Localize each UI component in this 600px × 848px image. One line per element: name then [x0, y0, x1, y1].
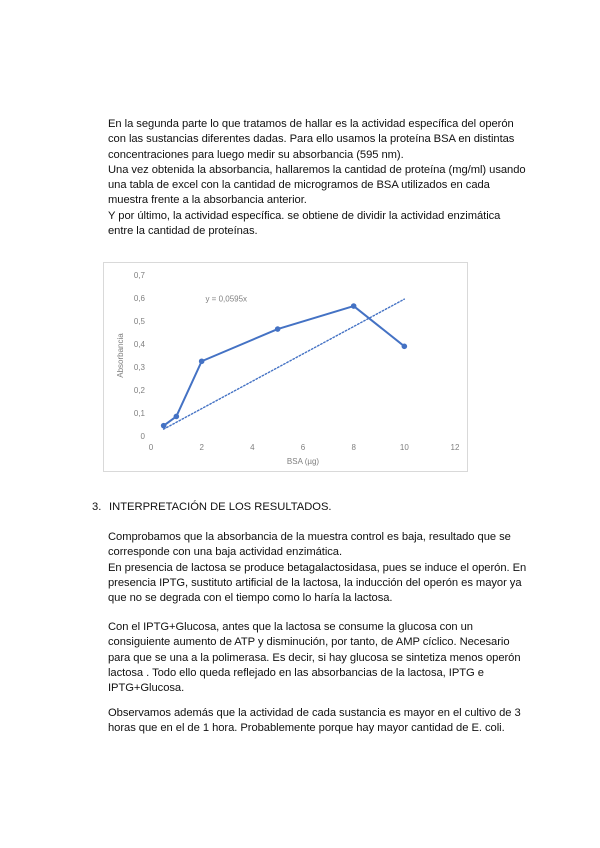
trendline-equation: y = 0,0595x [205, 294, 248, 304]
data-point [402, 344, 408, 350]
text-line: lactosa . Todo ello queda reflejado en las absorbancias de la lactosa, IPTG e [108, 666, 484, 679]
text-line: horas que en el de 1 hora. Probablemente porque hay mayor cantidad de E. coli. [108, 722, 505, 735]
text-line: Con el IPTG+Glucosa, antes que la lactosa se consume la glucosa con un [108, 621, 473, 633]
y-tick-label: 0,2 [133, 386, 145, 395]
text-line: En la segunda parte lo que tratamos de hallar es la actividad específica del operón [108, 118, 514, 130]
y-tick-label: 0,5 [133, 317, 145, 326]
section-number: 3. [92, 501, 102, 513]
section-heading [92, 501, 332, 513]
x-tick-label: 0 [148, 443, 154, 452]
text-line: Y por último, la actividad específica. se obtiene de dividir la actividad enzimática [108, 209, 501, 222]
interpretation-paragraph [108, 530, 548, 606]
text-line: Observamos además que la actividad de cada sustancia es mayor en el cultivo de 3 [108, 707, 521, 719]
x-tick-label: 6 [300, 443, 306, 452]
y-tick-label: 0,6 [133, 294, 145, 303]
interpretation-paragraph [108, 706, 548, 737]
x-tick-label: 2 [199, 443, 204, 452]
text-line: IPTG+Glucosa. [108, 682, 185, 695]
y-tick-label: 0,3 [133, 363, 145, 372]
data-point [199, 358, 205, 364]
interpretation-paragraph [108, 620, 548, 696]
x-axis-label: BSA (µg) [286, 457, 320, 466]
bsa-absorbance-chart [104, 263, 467, 471]
text-line: que no se degrada con el tiempo como lo haría la lactosa. [108, 592, 393, 605]
x-tick-label: 8 [351, 443, 356, 452]
text-line: presencia IPTG, sustituto artificial de la lactosa, la inducción del operón es mayor ya [108, 576, 522, 589]
y-axis-label: Absorbancia [116, 333, 125, 378]
x-tick-label: 4 [250, 443, 255, 452]
y-tick-label: 0,1 [133, 409, 145, 418]
y-tick-label: 0 [140, 432, 145, 441]
data-point [174, 414, 180, 420]
data-point [275, 326, 281, 332]
text-line: En presencia de lactosa se produce betagalactosidasa, pues se induce el operón. En [108, 561, 527, 574]
data-point [351, 303, 357, 309]
text-line: una tabla de excel con la cantidad de microgramos de BSA utilizados en cada [108, 179, 490, 192]
text-line: consiguiente aumento de ATP y disminución, por tanto, de AMP cíclico. Necesario [108, 636, 510, 649]
y-tick-label: 0,4 [133, 340, 145, 349]
text-line: corresponde con una baja actividad enzimática. [108, 546, 343, 559]
chart-container [103, 262, 468, 472]
y-tick-label: 0,7 [133, 271, 145, 280]
text-line: concentraciones para luego medir su absorbancia (595 nm). [108, 148, 404, 161]
text-line: muestra frente a la absorbancia anterior. [108, 194, 307, 207]
text-line: Comprobamos que la absorbancia de la muestra control es baja, resultado que se [108, 531, 511, 543]
text-line: para que se una a la polimerasa. Es decir, si hay glucosa se sintetiza menos operón [108, 651, 521, 664]
text-line: Una vez obtenida la absorbancia, hallaremos la cantidad de proteína (mg/ml) usando [108, 163, 526, 176]
data-point [161, 423, 167, 429]
intro-paragraph [108, 117, 548, 239]
section-title: INTERPRETACIÓN DE LOS RESULTADOS. [109, 501, 332, 513]
x-tick-label: 12 [450, 443, 460, 452]
text-line: con las sustancias diferentes dadas. Para ello usamos la proteína BSA en distintas [108, 133, 515, 146]
x-tick-label: 10 [399, 443, 409, 452]
series-line [164, 306, 405, 426]
text-line: entre la cantidad de proteínas. [108, 225, 258, 238]
